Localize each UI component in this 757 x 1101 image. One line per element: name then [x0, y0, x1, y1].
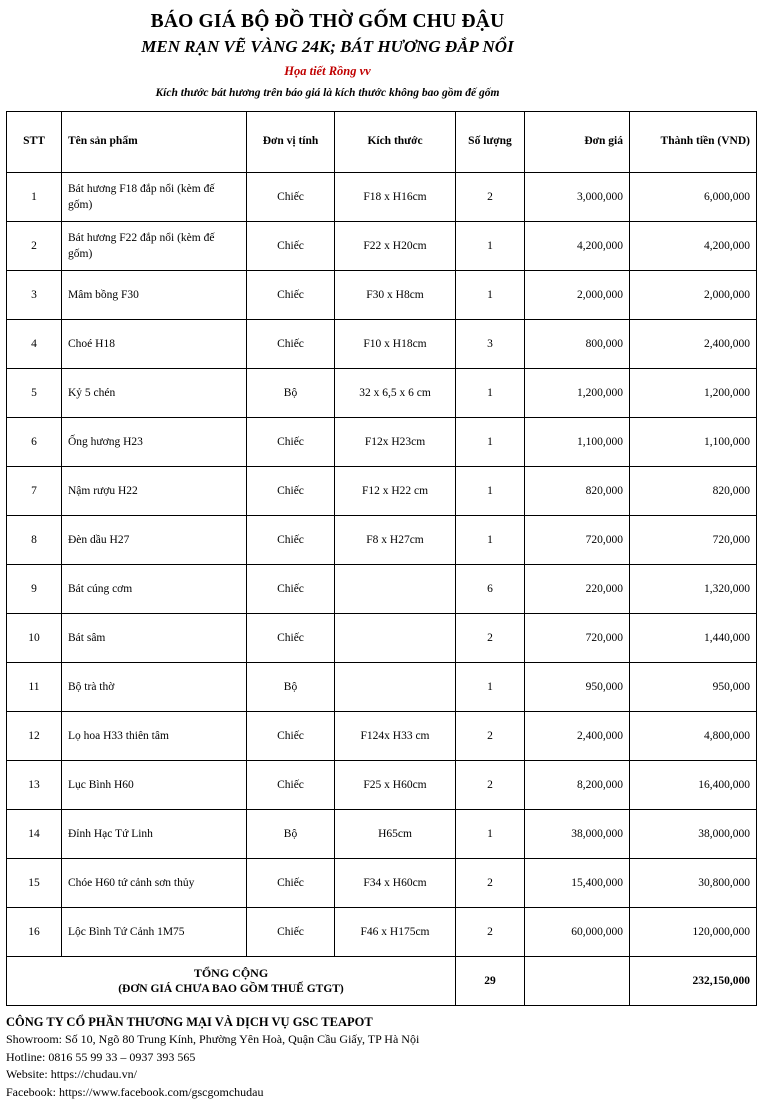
cell-unit-price: 38,000,000 [525, 810, 630, 859]
cell-unit: Chiếc [247, 173, 335, 222]
cell-product-name: Ống hương H23 [62, 418, 247, 467]
table-row [7, 614, 757, 663]
cell-stt: 13 [7, 761, 62, 810]
cell-product-name: Mâm bồng F30 [62, 271, 247, 320]
totals-label-main: TỔNG CỘNG [193, 966, 269, 981]
table-header [7, 112, 757, 173]
totals-label-sub: (ĐƠN GIÁ CHƯA BAO GỒM THUẾ GTGT) [118, 982, 344, 995]
document-header [6, 8, 649, 105]
cell-unit: Chiếc [247, 320, 335, 369]
cell-amount: 720,000 [630, 516, 757, 565]
cell-product-name: Bộ trà thờ [62, 663, 247, 712]
cell-unit-price: 1,200,000 [525, 369, 630, 418]
table-row [7, 663, 757, 712]
column-header-amount: Thành tiền (VND) [630, 112, 757, 173]
column-header-product-name: Tên sản phẩm [62, 112, 247, 173]
cell-stt: 12 [7, 712, 62, 761]
cell-quantity: 1 [456, 810, 525, 859]
cell-quantity: 1 [456, 271, 525, 320]
cell-unit: Chiếc [247, 271, 335, 320]
column-header-stt: STT [7, 112, 62, 173]
cell-product-name: Bát sâm [62, 614, 247, 663]
cell-quantity: 2 [456, 859, 525, 908]
cell-stt: 3 [7, 271, 62, 320]
cell-unit: Chiếc [247, 614, 335, 663]
cell-unit: Chiếc [247, 418, 335, 467]
cell-amount: 16,400,000 [630, 761, 757, 810]
cell-product-name: Lục Bình H60 [62, 761, 247, 810]
cell-stt: 5 [7, 369, 62, 418]
cell-unit-price: 8,200,000 [525, 761, 630, 810]
table-row [7, 320, 757, 369]
cell-amount: 1,320,000 [630, 565, 757, 614]
cell-size: F10 x H18cm [335, 320, 456, 369]
table-totals-row [7, 957, 757, 1006]
cell-product-name: Choé H18 [62, 320, 247, 369]
document-footer [6, 1013, 649, 1101]
cell-product-name: Bát hương F18 đắp nổi (kèm đế gốm) [62, 173, 247, 222]
table-row [7, 516, 757, 565]
cell-quantity: 2 [456, 173, 525, 222]
cell-product-name: Đèn dầu H27 [62, 516, 247, 565]
table-row [7, 271, 757, 320]
column-header-unit: Đơn vị tính [247, 112, 335, 173]
table-row [7, 908, 757, 957]
cell-product-name: Bát cúng cơm [62, 565, 247, 614]
cell-unit: Chiếc [247, 761, 335, 810]
cell-stt: 4 [7, 320, 62, 369]
document-title-line-1: BÁO GIÁ BỘ ĐỒ THỜ GỐM CHU ĐẬU [150, 11, 505, 32]
footer-facebook: Facebook: https://www.facebook.com/gscgomchudau [6, 1084, 264, 1099]
document-subtitle-pattern: Họa tiết Rồng vv [284, 64, 371, 79]
cell-amount: 820,000 [630, 467, 757, 516]
document-title-line-2: MEN RẠN VẼ VÀNG 24K; BÁT HƯƠNG ĐẮP NỔI [141, 37, 514, 57]
cell-unit: Chiếc [247, 908, 335, 957]
cell-unit: Bộ [247, 810, 335, 859]
table-row [7, 712, 757, 761]
footer-website: Website: https://chudau.vn/ [6, 1067, 138, 1082]
cell-unit-price: 720,000 [525, 516, 630, 565]
cell-amount: 1,200,000 [630, 369, 757, 418]
cell-size: F34 x H60cm [335, 859, 456, 908]
cell-size: F8 x H27cm [335, 516, 456, 565]
cell-unit: Chiếc [247, 712, 335, 761]
cell-unit-price: 15,400,000 [525, 859, 630, 908]
cell-amount: 38,000,000 [630, 810, 757, 859]
cell-quantity: 1 [456, 467, 525, 516]
cell-quantity: 6 [456, 565, 525, 614]
footer-company-name: CÔNG TY CỔ PHẦN THƯƠNG MẠI VÀ DỊCH VỤ GSC TEAPOT [6, 1015, 373, 1030]
cell-unit-price: 220,000 [525, 565, 630, 614]
cell-product-name: Chóe H60 tứ cảnh sơn thủy [62, 859, 247, 908]
cell-quantity: 1 [456, 516, 525, 565]
cell-unit-price: 3,000,000 [525, 173, 630, 222]
cell-unit: Chiếc [247, 565, 335, 614]
cell-product-name: Lọ hoa H33 thiên tâm [62, 712, 247, 761]
cell-quantity: 1 [456, 663, 525, 712]
cell-stt: 7 [7, 467, 62, 516]
table-row [7, 369, 757, 418]
cell-stt: 9 [7, 565, 62, 614]
cell-unit-price: 2,000,000 [525, 271, 630, 320]
cell-size: F46 x H175cm [335, 908, 456, 957]
table-row [7, 418, 757, 467]
table-row [7, 565, 757, 614]
totals-quantity: 29 [456, 957, 525, 1006]
cell-unit-price: 1,100,000 [525, 418, 630, 467]
column-header-quantity: Số lượng [456, 112, 525, 173]
table-row [7, 810, 757, 859]
cell-quantity: 2 [456, 761, 525, 810]
cell-unit: Bộ [247, 663, 335, 712]
column-header-size: Kích thước [335, 112, 456, 173]
cell-unit-price: 800,000 [525, 320, 630, 369]
cell-product-name: Lộc Bình Tứ Cảnh 1M75 [62, 908, 247, 957]
table-body [7, 173, 757, 1006]
cell-size: F12 x H22 cm [335, 467, 456, 516]
cell-unit: Chiếc [247, 467, 335, 516]
cell-size: F22 x H20cm [335, 222, 456, 271]
cell-stt: 11 [7, 663, 62, 712]
cell-product-name: Đỉnh Hạc Tứ Linh [62, 810, 247, 859]
cell-size: F12x H23cm [335, 418, 456, 467]
document-note-dimensions: Kích thước bát hương trên báo giá là kích thước không bao gồm đế gốm [155, 87, 500, 100]
cell-unit-price: 950,000 [525, 663, 630, 712]
cell-amount: 4,200,000 [630, 222, 757, 271]
cell-size: H65cm [335, 810, 456, 859]
cell-quantity: 1 [456, 222, 525, 271]
table-row [7, 222, 757, 271]
totals-label-cell [7, 957, 456, 1006]
table-row [7, 173, 757, 222]
cell-unit: Chiếc [247, 859, 335, 908]
cell-amount: 30,800,000 [630, 859, 757, 908]
cell-size: F124x H33 cm [335, 712, 456, 761]
cell-product-name: Nậm rượu H22 [62, 467, 247, 516]
totals-empty-cell [525, 957, 630, 1006]
cell-quantity: 2 [456, 712, 525, 761]
cell-stt: 8 [7, 516, 62, 565]
cell-unit-price: 60,000,000 [525, 908, 630, 957]
cell-amount: 6,000,000 [630, 173, 757, 222]
cell-quantity: 3 [456, 320, 525, 369]
cell-size: F18 x H16cm [335, 173, 456, 222]
cell-amount: 2,000,000 [630, 271, 757, 320]
cell-amount: 1,100,000 [630, 418, 757, 467]
cell-size: F30 x H8cm [335, 271, 456, 320]
table-row [7, 761, 757, 810]
cell-size: 32 x 6,5 x 6 cm [335, 369, 456, 418]
footer-showroom-address: Showroom: Số 10, Ngõ 80 Trung Kính, Phường Yên Hoà, Quận Cầu Giấy, TP Hà Nội [6, 1032, 420, 1047]
cell-stt: 1 [7, 173, 62, 222]
cell-unit: Chiếc [247, 516, 335, 565]
cell-amount: 1,440,000 [630, 614, 757, 663]
cell-stt: 6 [7, 418, 62, 467]
cell-quantity: 2 [456, 614, 525, 663]
cell-stt: 10 [7, 614, 62, 663]
cell-size: F25 x H60cm [335, 761, 456, 810]
totals-amount: 232,150,000 [630, 957, 757, 1006]
cell-quantity: 1 [456, 418, 525, 467]
cell-stt: 14 [7, 810, 62, 859]
cell-unit-price: 4,200,000 [525, 222, 630, 271]
cell-stt: 2 [7, 222, 62, 271]
table-row [7, 859, 757, 908]
cell-unit: Chiếc [247, 222, 335, 271]
cell-amount: 950,000 [630, 663, 757, 712]
cell-product-name: Kỷ 5 chén [62, 369, 247, 418]
quotation-table [6, 111, 757, 1006]
cell-amount: 120,000,000 [630, 908, 757, 957]
table-header-row [7, 112, 757, 173]
cell-unit: Bộ [247, 369, 335, 418]
cell-unit-price: 2,400,000 [525, 712, 630, 761]
cell-unit-price: 820,000 [525, 467, 630, 516]
cell-amount: 4,800,000 [630, 712, 757, 761]
table-row [7, 467, 757, 516]
cell-stt: 15 [7, 859, 62, 908]
cell-quantity: 1 [456, 369, 525, 418]
cell-product-name: Bát hương F22 đắp nổi (kèm đế gốm) [62, 222, 247, 271]
column-header-unit-price: Đơn giá [525, 112, 630, 173]
cell-size [335, 614, 456, 663]
cell-stt: 16 [7, 908, 62, 957]
footer-hotline: Hotline: 0816 55 99 33 – 0937 393 565 [6, 1049, 196, 1064]
cell-amount: 2,400,000 [630, 320, 757, 369]
cell-size [335, 565, 456, 614]
cell-size [335, 663, 456, 712]
cell-quantity: 2 [456, 908, 525, 957]
cell-unit-price: 720,000 [525, 614, 630, 663]
